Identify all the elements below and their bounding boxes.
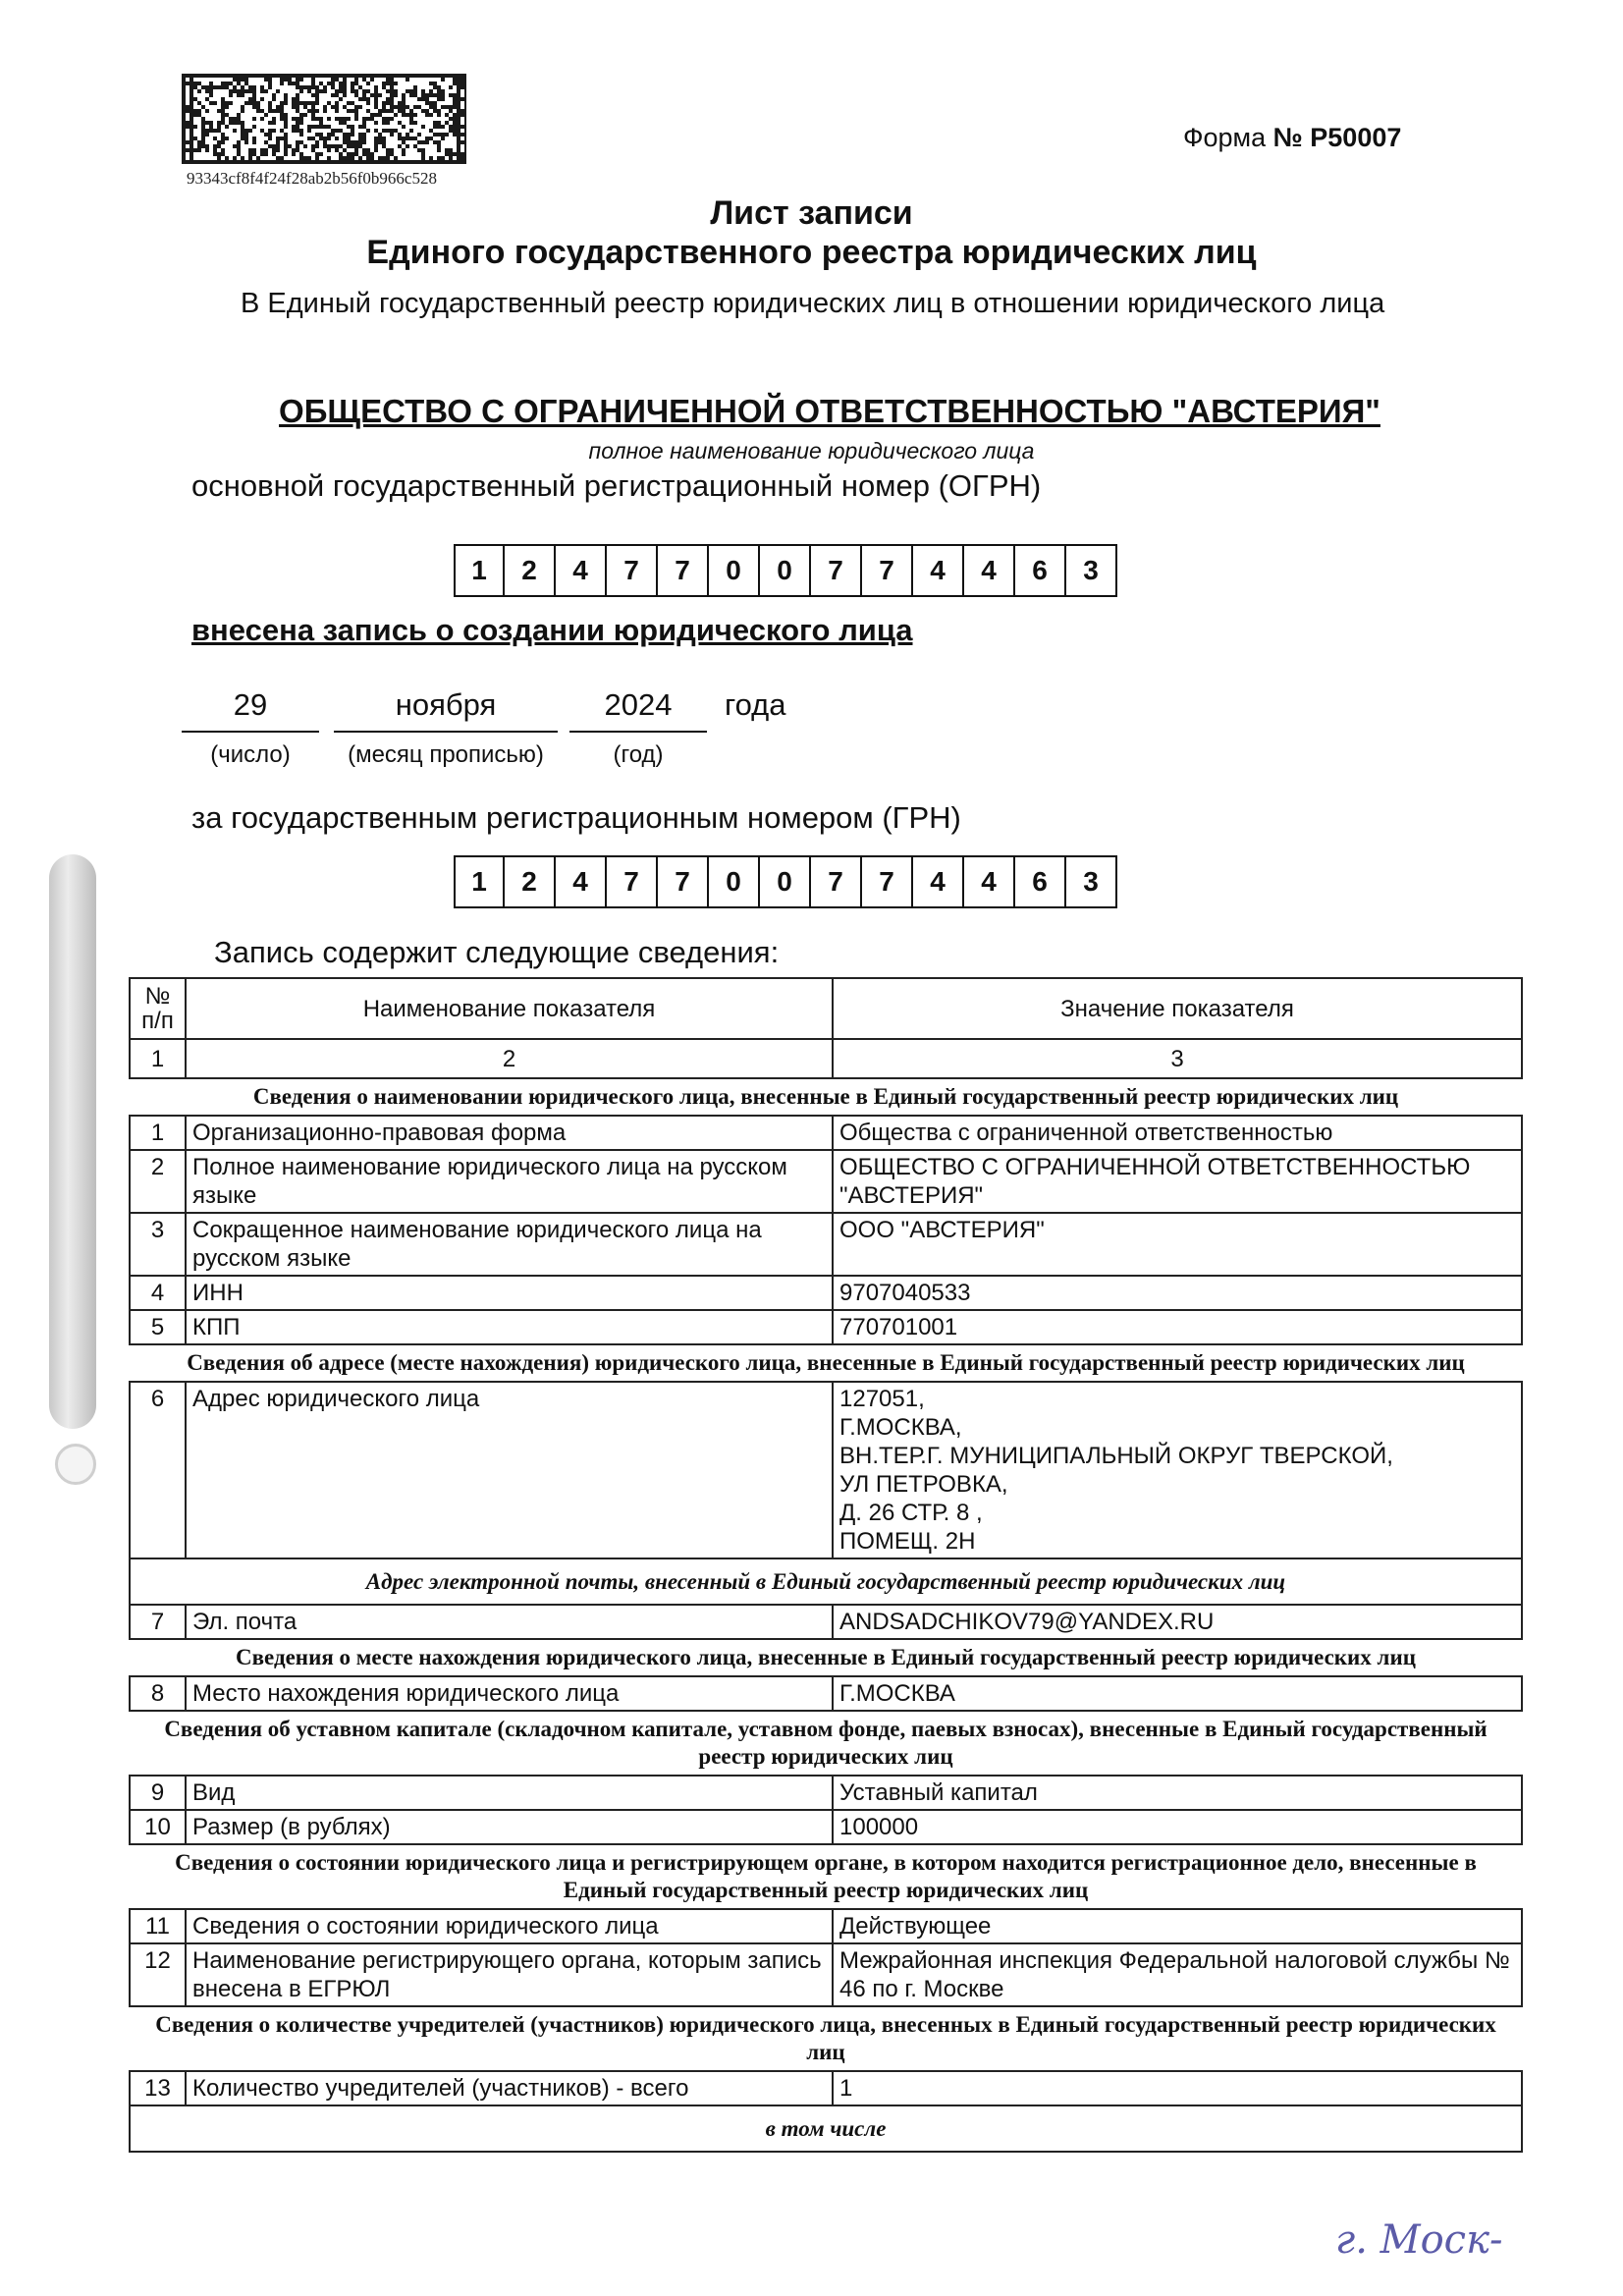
table-row	[130, 2071, 1522, 2105]
index-col-1: 1	[130, 1039, 186, 1078]
ogrn-digit-10: 4	[913, 544, 964, 597]
form-number-prefix: Форма	[1183, 123, 1267, 152]
ogrn-label: основной государственный регистрационный номер (ОГРН)	[191, 468, 1042, 503]
row-name: КПП	[186, 1310, 833, 1344]
table-row	[130, 1310, 1522, 1344]
row-value: Действующее	[833, 1909, 1522, 1943]
table-index-row	[130, 1039, 1522, 1078]
grn-digit-1: 1	[454, 855, 505, 908]
date-suffix: года	[725, 687, 786, 722]
ogrn-digit-9: 7	[862, 544, 913, 597]
index-col-3: 3	[833, 1039, 1522, 1078]
address-line: Г.МОСКВА,	[839, 1414, 962, 1441]
header-col-name: Наименование показателя	[186, 978, 833, 1039]
date-year-caption: (год)	[613, 741, 664, 768]
form-number	[1183, 123, 1401, 153]
row-number: 10	[130, 1810, 186, 1844]
table-row	[130, 1605, 1522, 1639]
index-col-2: 2	[186, 1039, 833, 1078]
grn-digit-9: 7	[862, 855, 913, 908]
row-value: ANDSADCHIKOV79@YANDEX.RU	[833, 1605, 1522, 1639]
row-number: 5	[130, 1310, 186, 1344]
section-capital-heading: Сведения об уставном капитале (складочном капитале, уставном фонде, паевых взносах), внесенные в Единый государственный реестр юридических лиц	[130, 1711, 1522, 1776]
header-col-value: Значение показателя	[833, 978, 1522, 1039]
row-number: 2	[130, 1150, 186, 1213]
row-name: Размер (в рублях)	[186, 1810, 833, 1844]
row-number: 3	[130, 1213, 186, 1276]
ogrn-digit-12: 6	[1015, 544, 1066, 597]
date-month: ноября	[334, 687, 558, 733]
subsection-including: в том числе	[130, 2105, 1522, 2152]
table-row	[130, 1909, 1522, 1943]
contains-label: Запись содержит следующие сведения:	[214, 935, 780, 969]
form-number-code: P50007	[1310, 123, 1402, 152]
row-value: Уставный капитал	[833, 1776, 1522, 1810]
table-row	[130, 1943, 1522, 2006]
row-value: 770701001	[833, 1310, 1522, 1344]
grn-digit-3: 4	[556, 855, 607, 908]
row-number: 9	[130, 1776, 186, 1810]
form-number-sign: №	[1272, 123, 1303, 152]
row-value: Общества с ограниченной ответственностью	[833, 1116, 1522, 1150]
row-name: ИНН	[186, 1276, 833, 1310]
date-year: 2024	[569, 687, 707, 733]
subsection-email-heading: Адрес электронной почты, внесенный в Единый государственный реестр юридических лиц	[130, 1558, 1522, 1605]
org-full-name: ОБЩЕСТВО С ОГРАНИЧЕННОЙ ОТВЕТСТВЕННОСТЬЮ "АВСТЕРИЯ"	[279, 393, 1380, 429]
row-name: Сведения о состоянии юридического лица	[186, 1909, 833, 1943]
ogrn-digit-13: 3	[1066, 544, 1117, 597]
entry-heading: внесена запись о создании юридического лица	[191, 613, 913, 647]
section-name-heading: Сведения о наименовании юридического лица, внесенные в Единый государственный реестр юридических лиц	[130, 1078, 1522, 1116]
section-location-heading: Сведения о месте нахождения юридического лица, внесенные в Единый государственный реестр юридических лиц	[130, 1639, 1522, 1676]
grn-digit-4: 7	[607, 855, 658, 908]
table-row	[130, 1116, 1522, 1150]
barcode-image	[182, 74, 466, 164]
table-row	[130, 1776, 1522, 1810]
header-col-no: № п/п	[130, 978, 186, 1039]
scan-binder-mark	[49, 854, 96, 1429]
row-value: 9707040533	[833, 1276, 1522, 1310]
scan-binder-hole	[55, 1444, 96, 1485]
row-name: Вид	[186, 1776, 833, 1810]
address-line: Д. 26 СТР. 8 ,	[839, 1500, 983, 1526]
row-value: Межрайонная инспекция Федеральной налоговой службы № 46 по г. Москве	[833, 1943, 1522, 2006]
section-state-heading: Сведения о состоянии юридического лица и регистрирующем органе, в котором находится регистрационное дело, внесенные в Единый государственный реестр юридических лиц	[130, 1844, 1522, 1909]
ogrn-digit-8: 7	[811, 544, 862, 597]
table-header-row	[130, 978, 1522, 1039]
org-name-caption: полное наименование юридического лица	[588, 438, 1035, 464]
grn-digit-11: 4	[964, 855, 1015, 908]
row-number: 8	[130, 1676, 186, 1711]
address-line: 127051,	[839, 1386, 925, 1412]
row-name: Адрес юридического лица	[186, 1382, 833, 1558]
ogrn-digit-7: 0	[760, 544, 811, 597]
address-line: УЛ ПЕТРОВКА,	[839, 1471, 1008, 1498]
address-line: ПОМЕЩ. 2Н	[839, 1528, 976, 1555]
row-number: 4	[130, 1276, 186, 1310]
section-founders-heading: Сведения о количестве учредителей (участников) юридического лица, внесенных в Единый государственный реестр юридических лиц	[130, 2006, 1522, 2071]
ogrn-digit-2: 2	[505, 544, 556, 597]
row-name: Наименование регистрирующего органа, которым запись внесена в ЕГРЮЛ	[186, 1943, 833, 2006]
ogrn-digit-4: 7	[607, 544, 658, 597]
row-value-address	[833, 1382, 1522, 1558]
row-name: Место нахождения юридического лица	[186, 1676, 833, 1711]
title-line-2: Единого государственного реестра юридических лиц	[366, 234, 1257, 271]
row-value: ООО "АВСТЕРИЯ"	[833, 1213, 1522, 1276]
table-row	[130, 1276, 1522, 1310]
row-number: 6	[130, 1382, 186, 1558]
row-name: Организационно-правовая форма	[186, 1116, 833, 1150]
row-number: 1	[130, 1116, 186, 1150]
register-table	[129, 977, 1523, 2153]
grn-digit-8: 7	[811, 855, 862, 908]
date-day-caption: (число)	[210, 741, 291, 768]
barcode-id: 93343cf8f4f24f28ab2b56f0b966c528	[187, 169, 437, 188]
table-row	[130, 1382, 1522, 1558]
grn-digit-7: 0	[760, 855, 811, 908]
grn-label: за государственным регистрационным номером (ГРН)	[191, 800, 961, 835]
row-name: Количество учредителей (участников) - всего	[186, 2071, 833, 2105]
row-name: Эл. почта	[186, 1605, 833, 1639]
section-address-heading: Сведения об адресе (месте нахождения) юридического лица, внесенные в Единый государственный реестр юридических лиц	[130, 1344, 1522, 1382]
ogrn-digit-6: 0	[709, 544, 760, 597]
ogrn-digit-boxes	[454, 544, 1117, 597]
date-day: 29	[182, 687, 319, 733]
row-value: 1	[833, 2071, 1522, 2105]
ogrn-digit-5: 7	[658, 544, 709, 597]
row-number: 12	[130, 1943, 186, 2006]
title-line-1: Лист записи	[710, 194, 913, 232]
grn-digit-10: 4	[913, 855, 964, 908]
row-value: 100000	[833, 1810, 1522, 1844]
grn-digit-5: 7	[658, 855, 709, 908]
rows-state-group	[130, 1909, 1522, 2006]
table-row	[130, 1213, 1522, 1276]
rows-capital-group	[130, 1776, 1522, 1844]
table-row	[130, 1810, 1522, 1844]
ogrn-digit-11: 4	[964, 544, 1015, 597]
row-value: ОБЩЕСТВО С ОГРАНИЧЕННОЙ ОТВЕТСТВЕННОСТЬЮ "АВСТЕРИЯ"	[833, 1150, 1522, 1213]
rows-name-group	[130, 1116, 1522, 1344]
handwritten-note: г. Моск-	[1335, 2217, 1503, 2263]
grn-digit-boxes	[454, 855, 1117, 908]
grn-digit-12: 6	[1015, 855, 1066, 908]
row-name: Полное наименование юридического лица на русском языке	[186, 1150, 833, 1213]
table-row	[130, 1676, 1522, 1711]
grn-digit-2: 2	[505, 855, 556, 908]
grn-digit-6: 0	[709, 855, 760, 908]
ogrn-digit-3: 4	[556, 544, 607, 597]
row-number: 13	[130, 2071, 186, 2105]
row-name: Сокращенное наименование юридического лица на русском языке	[186, 1213, 833, 1276]
row-number: 7	[130, 1605, 186, 1639]
ogrn-digit-1: 1	[454, 544, 505, 597]
grn-digit-13: 3	[1066, 855, 1117, 908]
date-month-caption: (месяц прописью)	[348, 741, 544, 768]
address-line: ВН.ТЕР.Г. МУНИЦИПАЛЬНЫЙ ОКРУГ ТВЕРСКОЙ,	[839, 1443, 1393, 1469]
table-row	[130, 1150, 1522, 1213]
row-value: Г.МОСКВА	[833, 1676, 1522, 1711]
row-number: 11	[130, 1909, 186, 1943]
intro-text: В Единый государственный реестр юридических лиц в отношении юридического лица	[241, 288, 1385, 319]
